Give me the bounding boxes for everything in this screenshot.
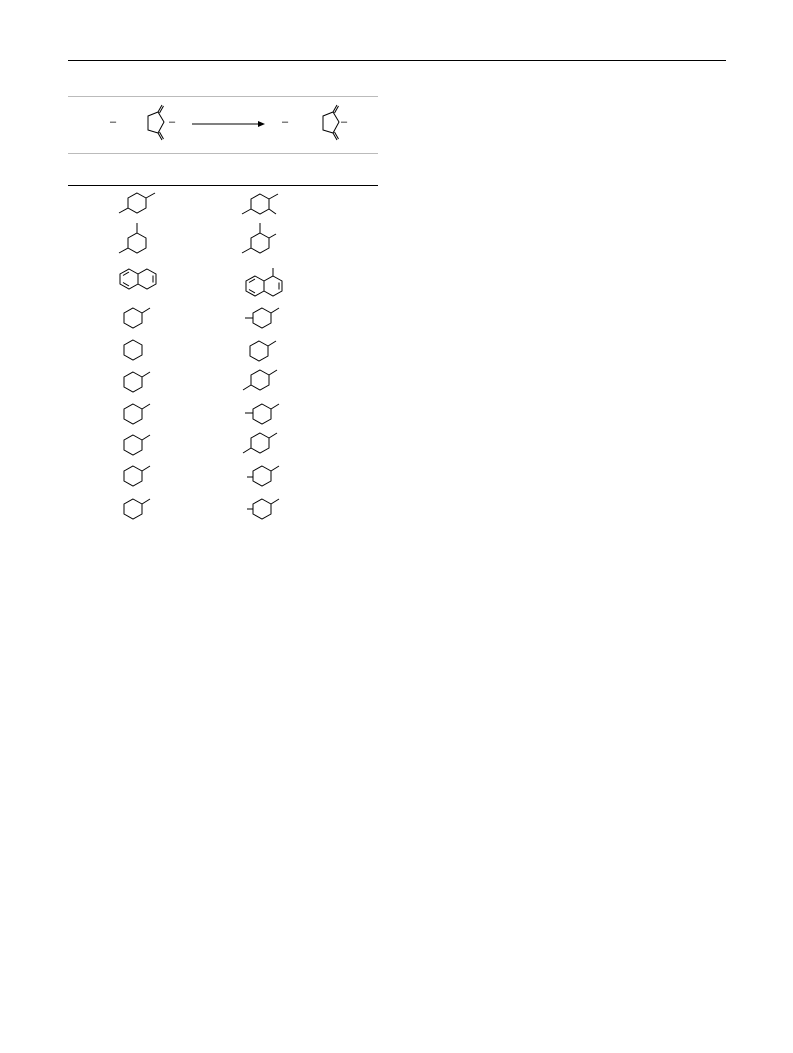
table-top-rule bbox=[68, 96, 378, 97]
scheme-bottom-rule bbox=[68, 153, 378, 154]
substrate-structure bbox=[115, 494, 155, 522]
substrate-structure bbox=[115, 399, 155, 427]
product-structure bbox=[238, 366, 283, 394]
substrate-structure bbox=[115, 367, 155, 395]
substrate-structure bbox=[115, 303, 155, 331]
scheme-reactant-right-text: – bbox=[169, 116, 176, 128]
scheme-product-right-text: – bbox=[341, 116, 348, 128]
substrate-structure bbox=[115, 430, 155, 458]
product-structure bbox=[238, 399, 286, 427]
product-structure bbox=[238, 429, 283, 457]
product-structure bbox=[238, 303, 286, 331]
substrate-structure bbox=[114, 265, 164, 293]
product-structure bbox=[238, 189, 283, 219]
substrate-structure bbox=[115, 189, 160, 217]
scheme-reactant-left-text: – bbox=[110, 116, 117, 128]
scheme-product-left-text: – bbox=[282, 116, 289, 128]
substrate-structure bbox=[115, 337, 155, 365]
product-structure bbox=[240, 266, 290, 300]
product-structure bbox=[238, 461, 286, 489]
reaction-arrow bbox=[192, 119, 266, 129]
product-structure bbox=[238, 494, 286, 522]
substrate-structure bbox=[115, 221, 160, 257]
product-structure bbox=[241, 336, 281, 364]
reactant-imide-ring bbox=[140, 102, 172, 142]
substrate-structure bbox=[115, 461, 155, 489]
product-structure bbox=[238, 221, 283, 257]
table-header-rule bbox=[68, 185, 378, 186]
header-rule bbox=[68, 60, 726, 61]
